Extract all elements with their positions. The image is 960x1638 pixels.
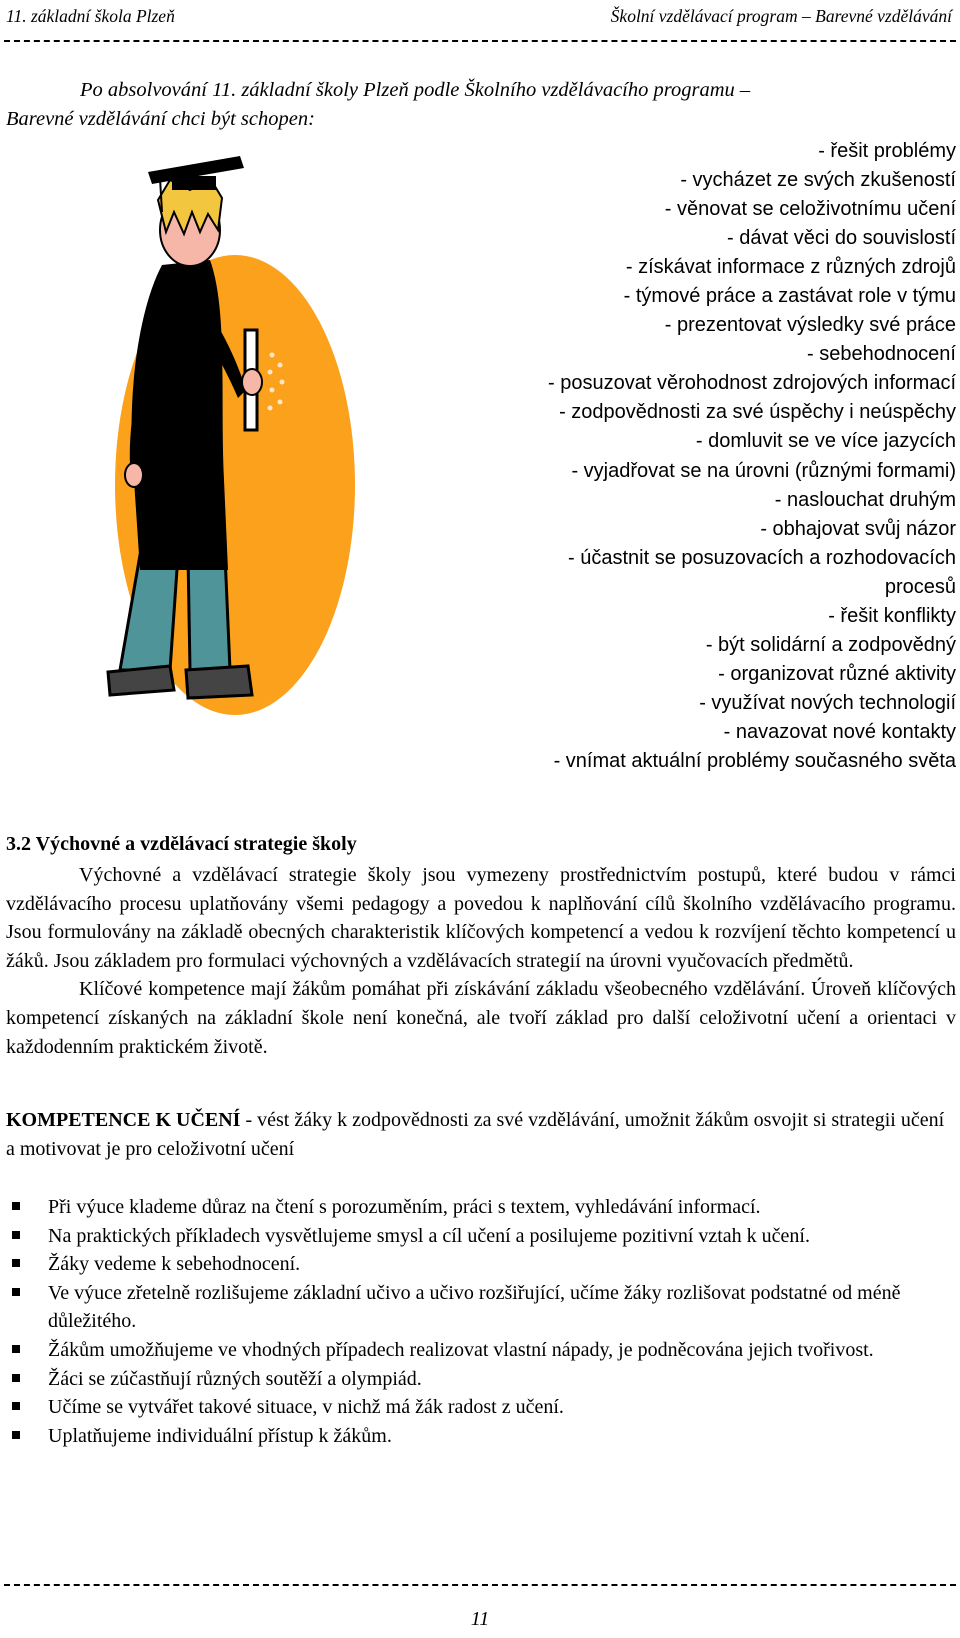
bullet-square-icon (12, 1345, 20, 1353)
header-program-name: Školní vzdělávací program – Barevné vzdělávání (610, 6, 952, 26)
goal-item: - sebehodnocení (806, 343, 956, 366)
bullet-text: Na praktických příkladech vysvětlujeme smysl a cíl učení a posilujeme pozitivní vztah k učení. (48, 1224, 810, 1247)
section-title: 3.2 Výchovné a vzdělávací strategie školy (6, 833, 357, 855)
footer-divider (4, 1584, 956, 1586)
goal-item: - naslouchat druhým (774, 488, 956, 511)
bullet-text: Při výuce klademe důraz na čtení s porozuměním, práci s textem, vyhledávání informací. (48, 1196, 761, 1218)
bullet-item (6, 1365, 950, 1394)
competence-block (6, 1106, 956, 1163)
page-number: 11 (470, 1608, 490, 1630)
bullet-text: Učíme se vytvářet takové situace, v nichž má žák radost z učení. (48, 1396, 564, 1419)
goal-item: - vyjadřovat se na úrovni (různými formami) (571, 459, 956, 482)
bullet-square-icon (12, 1431, 20, 1439)
header-school-name: 11. základní škola Plzeň (6, 6, 175, 26)
intro-text (6, 76, 948, 134)
goal-item: - posuzovat věrohodnost zdrojových informací (548, 372, 956, 395)
bullet-square-icon (12, 1202, 20, 1210)
bullet-text: Žákům umožňujeme ve vhodných případech realizovat vlastní nápady, je podněcována jejich tvořivost. (48, 1338, 874, 1361)
section-body (6, 861, 956, 1061)
goal-item: - využívat nových technologií (699, 691, 956, 714)
bullet-item (6, 1250, 950, 1279)
goal-item: - prezentovat výsledky své práce (664, 314, 956, 337)
shoes (108, 666, 174, 695)
bullet-square-icon (12, 1374, 20, 1382)
bullet-square-icon (12, 1402, 20, 1410)
bullet-item (6, 1193, 950, 1222)
goal-item: - být solidární a zodpovědný (705, 633, 956, 656)
goal-item: - řešit konflikty (828, 604, 956, 627)
goal-item: - získávat informace z různých zdrojů (625, 256, 956, 279)
goal-item: - řešit problémy (818, 140, 956, 162)
goal-item: - dávat věci do souvislostí (727, 227, 956, 250)
goals-list (436, 137, 956, 776)
goal-item: - týmové práce a zastávat role v týmu (623, 285, 956, 308)
goal-item: - obhajovat svůj názor (760, 517, 956, 540)
bullet-item (6, 1279, 950, 1336)
bullet-item (6, 1393, 950, 1422)
bullet-square-icon (12, 1259, 20, 1267)
goal-item: - vnímat aktuální problémy současného světa (553, 749, 956, 772)
bullet-square-icon (12, 1231, 20, 1239)
goal-item: - věnovat se celoživotnímu učení (664, 198, 956, 221)
goal-item: - organizovat různé aktivity (718, 662, 956, 685)
goal-item: procesů (884, 575, 956, 598)
competence-text: - vést žáky k zodpovědnosti za své vzdělávání, umožnit žákům osvojit si strategii učení a motivovat je pro celoživotní učení (6, 1109, 945, 1160)
goal-item: - vycházet ze svých zkušeností (680, 169, 956, 192)
competence-title: KOMPETENCE K UČENÍ (6, 1109, 241, 1131)
section-paragraph-1: Výchovné a vzdělávací strategie školy jsou vymezeny prostřednictvím postupů, které budou v rámci vzdělávacího procesu uplatňovány všemi pedagogy a povedou k naplňování cílů školního vzdělávacího programu. Jsou formulovány na základě obecných charakteristik klíčových kompetencí a vedou k rozvíjení těchto kompetencí u žáků. Jsou základem pro formulaci výchovných a vzdělávacích strategií na úrovni vyučovacích předmětů. (6, 864, 956, 972)
goal-item: - zodpovědnosti za své úspěchy i neúspěchy (559, 401, 956, 424)
intro-line-1: Po absolvování 11. základní školy Plzeň podle Školního vzdělávacího programu – (80, 79, 751, 101)
bullet-square-icon (12, 1288, 20, 1296)
bullet-text: Žáci se zúčastňují různých soutěží a olympiád. (48, 1367, 422, 1390)
header-divider (4, 40, 956, 42)
section-paragraph-2: Klíčové kompetence mají žákům pomáhat při získávání základu všeobecného vzdělávání. Úroveň klíčových kompetencí získaných na základní škole není konečná, ale tvoří základ pro další celoživotní učení a orientaci v každodenním praktickém životě. (6, 978, 956, 1058)
graduate-illustration (100, 150, 370, 740)
bullet-text: Žáky vedeme k sebehodnocení. (48, 1253, 301, 1276)
intro-line-2: Barevné vzdělávání chci být schopen: (6, 108, 315, 130)
bullet-list (6, 1193, 950, 1450)
bullet-item (6, 1222, 950, 1251)
goal-item: - domluvit se ve více jazycích (695, 430, 956, 453)
bullet-item (6, 1336, 950, 1365)
bullet-text: Uplatňujeme individuální přístup k žákům. (48, 1424, 392, 1447)
goal-item: - účastnit se posuzovacích a rozhodovacích (568, 546, 956, 569)
bullet-item (6, 1422, 950, 1451)
bullet-text: Ve výuce zřetelně rozlišujeme základní učivo a učivo rozšiřující, učíme žáky rozlišovat podstatné od méně důležitého. (48, 1281, 901, 1333)
goal-item: - navazovat nové kontakty (723, 720, 956, 743)
